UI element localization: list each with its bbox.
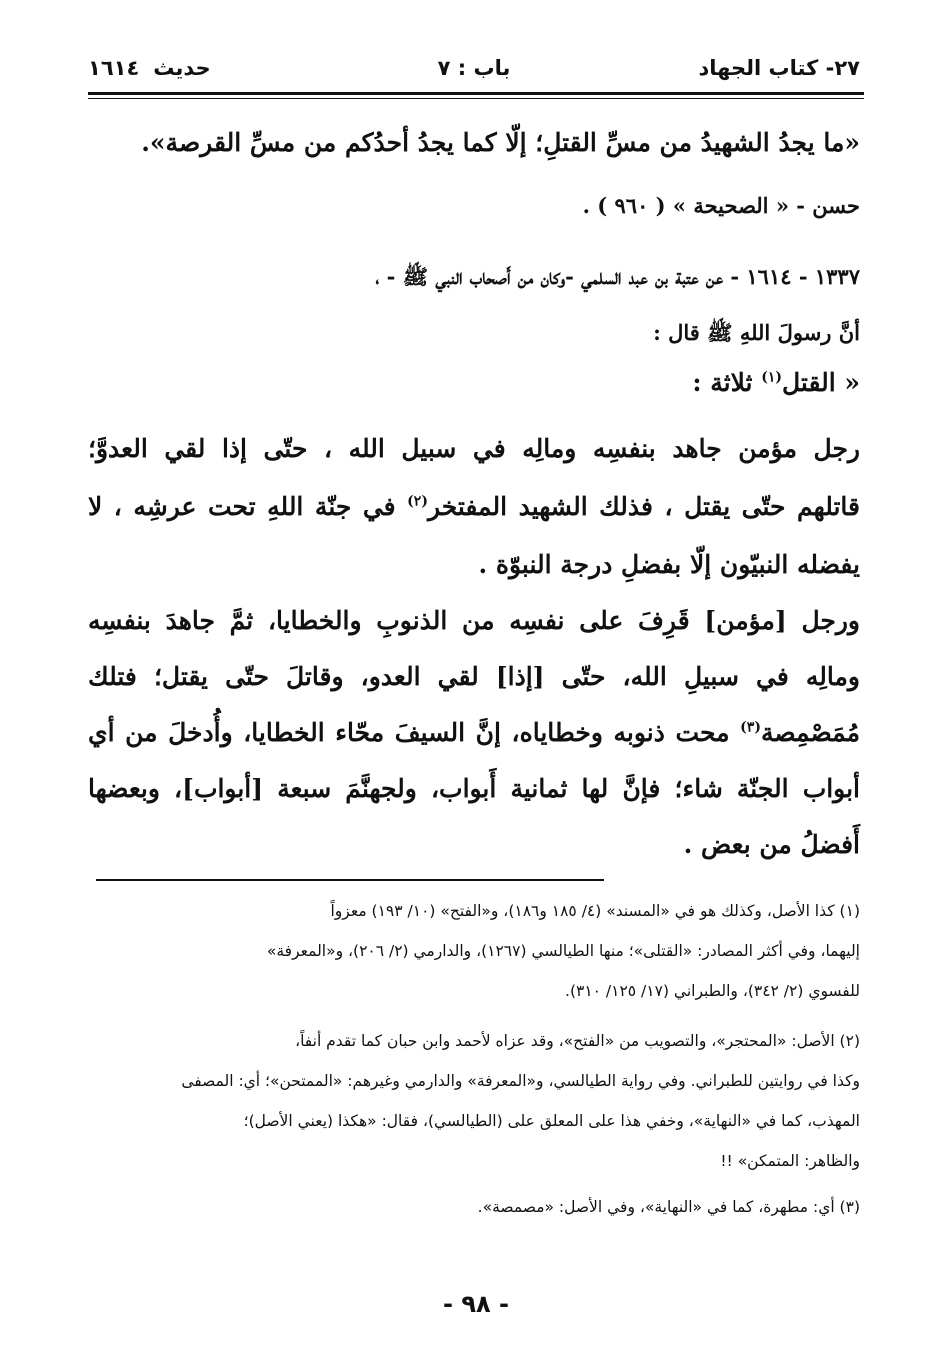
three-heading [88,368,860,397]
para2-line1: ورجل [مؤمن] قَرِفَ على نفسِه من الذنوبِ والخطايا، ثمَّ جاهدَ بنفسِه [88,606,860,635]
para2-line2: ومالِه في سبيلِ الله، حتّى [إذا] لقي العدو، وقاتلَ حتّى يقتل؛ فتلك [88,662,860,691]
para2-line4: أبواب الجنّة شاء؛ فإنَّ لها ثمانية أَبواب، ولجهنَّمَ سبعة [أبواب]، وبعضها [88,774,860,803]
grade-line: حسن - « الصحيحة » ( ٩٦٠ ) . [582,193,860,218]
footnote-ref-1: (١) [761,369,782,386]
footnote-3-line1: (٣) أي: مطهرة، كما في «النهاية»، وفي الأصل: «مصمصة». [477,1198,860,1216]
footnote-2-line1: (٢) الأصل: «المحتجر»، والتصويب من «الفتح»، وقد عزاه لأحمد وابن حبان كما تقدم أنفاً، [295,1032,860,1050]
narration-line: ١٣٣٧ - ١٦١٤ - عن عتبة بن عبد السلمي -وكان من أَصحاب النبي ﷺ - ، [375,264,860,289]
para2-line3-a: مُمَصْمِصة [760,718,860,747]
footnote-2-line2: وكذا في روايتين للطبراني. وفي رواية الطيالسي، و«المعرفة» والدارمي وغيرهم: «الممتحن»؛ أي: المصفى [181,1072,860,1090]
para2-line3 [88,718,860,747]
header-rule-thick [88,92,864,95]
para2-line5: أَفضلُ من بعض . [683,830,860,859]
para1-line2-b: في جنّة اللهِ تحت عرشِه ، لا [88,492,408,521]
footnote-2-line4: والظاهر: المتمكن» !! [720,1152,860,1170]
para1-line2-a: قاتلهم حتّى يقتل ، فذلك الشهيد المفتخر [427,492,861,521]
para1-line2 [88,492,860,521]
footnote-ref-2: (٢) [407,493,428,510]
running-header [88,52,860,88]
footnote-1-line1: (١) كذا الأصل، وكذلك هو في «المسند» (٤/ ١٨٥ و١٨٦)، و«الفتح» (١٠/ ١٩٣) معزواً [330,902,860,920]
hadith-ref [88,56,211,80]
intro-line: أنَّ رسولَ اللهِ ﷺ قال : [653,320,860,345]
footnote-1-line2: إليهما، وفي أكثر المصادر: «القتلى»؛ منها الطيالسي (١٢٦٧)، والدارمي (٢/ ٢٠٦)، و«المعرفة» [266,942,860,960]
para1-line3: يفضله النبيّون إلّا بفضلِ درجة النبوّة . [478,550,860,579]
footnote-1-line3: للفسوي (٢/ ٣٤٢)، والطبراني (١٧/ ١٢٥/ ٣١٠). [565,982,860,1000]
quote-line: «ما يجدُ الشهيدُ من مسِّ القتلِ؛ إلّا كما يجدُ أحدُكم من مسِّ القرصة». [141,128,860,157]
page-number: - ٩٨ - [443,1290,509,1318]
footnote-ref-3: (٣) [740,719,761,736]
header-rule-thin [88,98,864,99]
three-text-a: « القتل [781,368,860,397]
footnote-rule [96,879,604,881]
book-title: ٢٧- كتاب الجهاد [698,56,860,80]
footnote-2-line3: المهذب، كما في «النهاية»، وخفي هذا على المعلق على (الطيالسي)، فقال: «هكذا (يعني الأصل)؛ [243,1112,860,1130]
para2-line3-b: محت ذنوبه وخطاياه، إنَّ السيفَ محّاء الخطايا، وأُدخلَ من أي [88,718,741,747]
hadith-label: حديث [153,56,211,80]
chapter-label: باب : ٧ [437,56,511,80]
three-text-b: ثلاثة : [692,368,762,397]
para1-line1: رجل مؤمن جاهد بنفسِه ومالِه في سبيل الله ، حتّى إذا لقي العدوَّ؛ [88,434,860,463]
hadith-number: ١٦١٤ [88,56,140,80]
